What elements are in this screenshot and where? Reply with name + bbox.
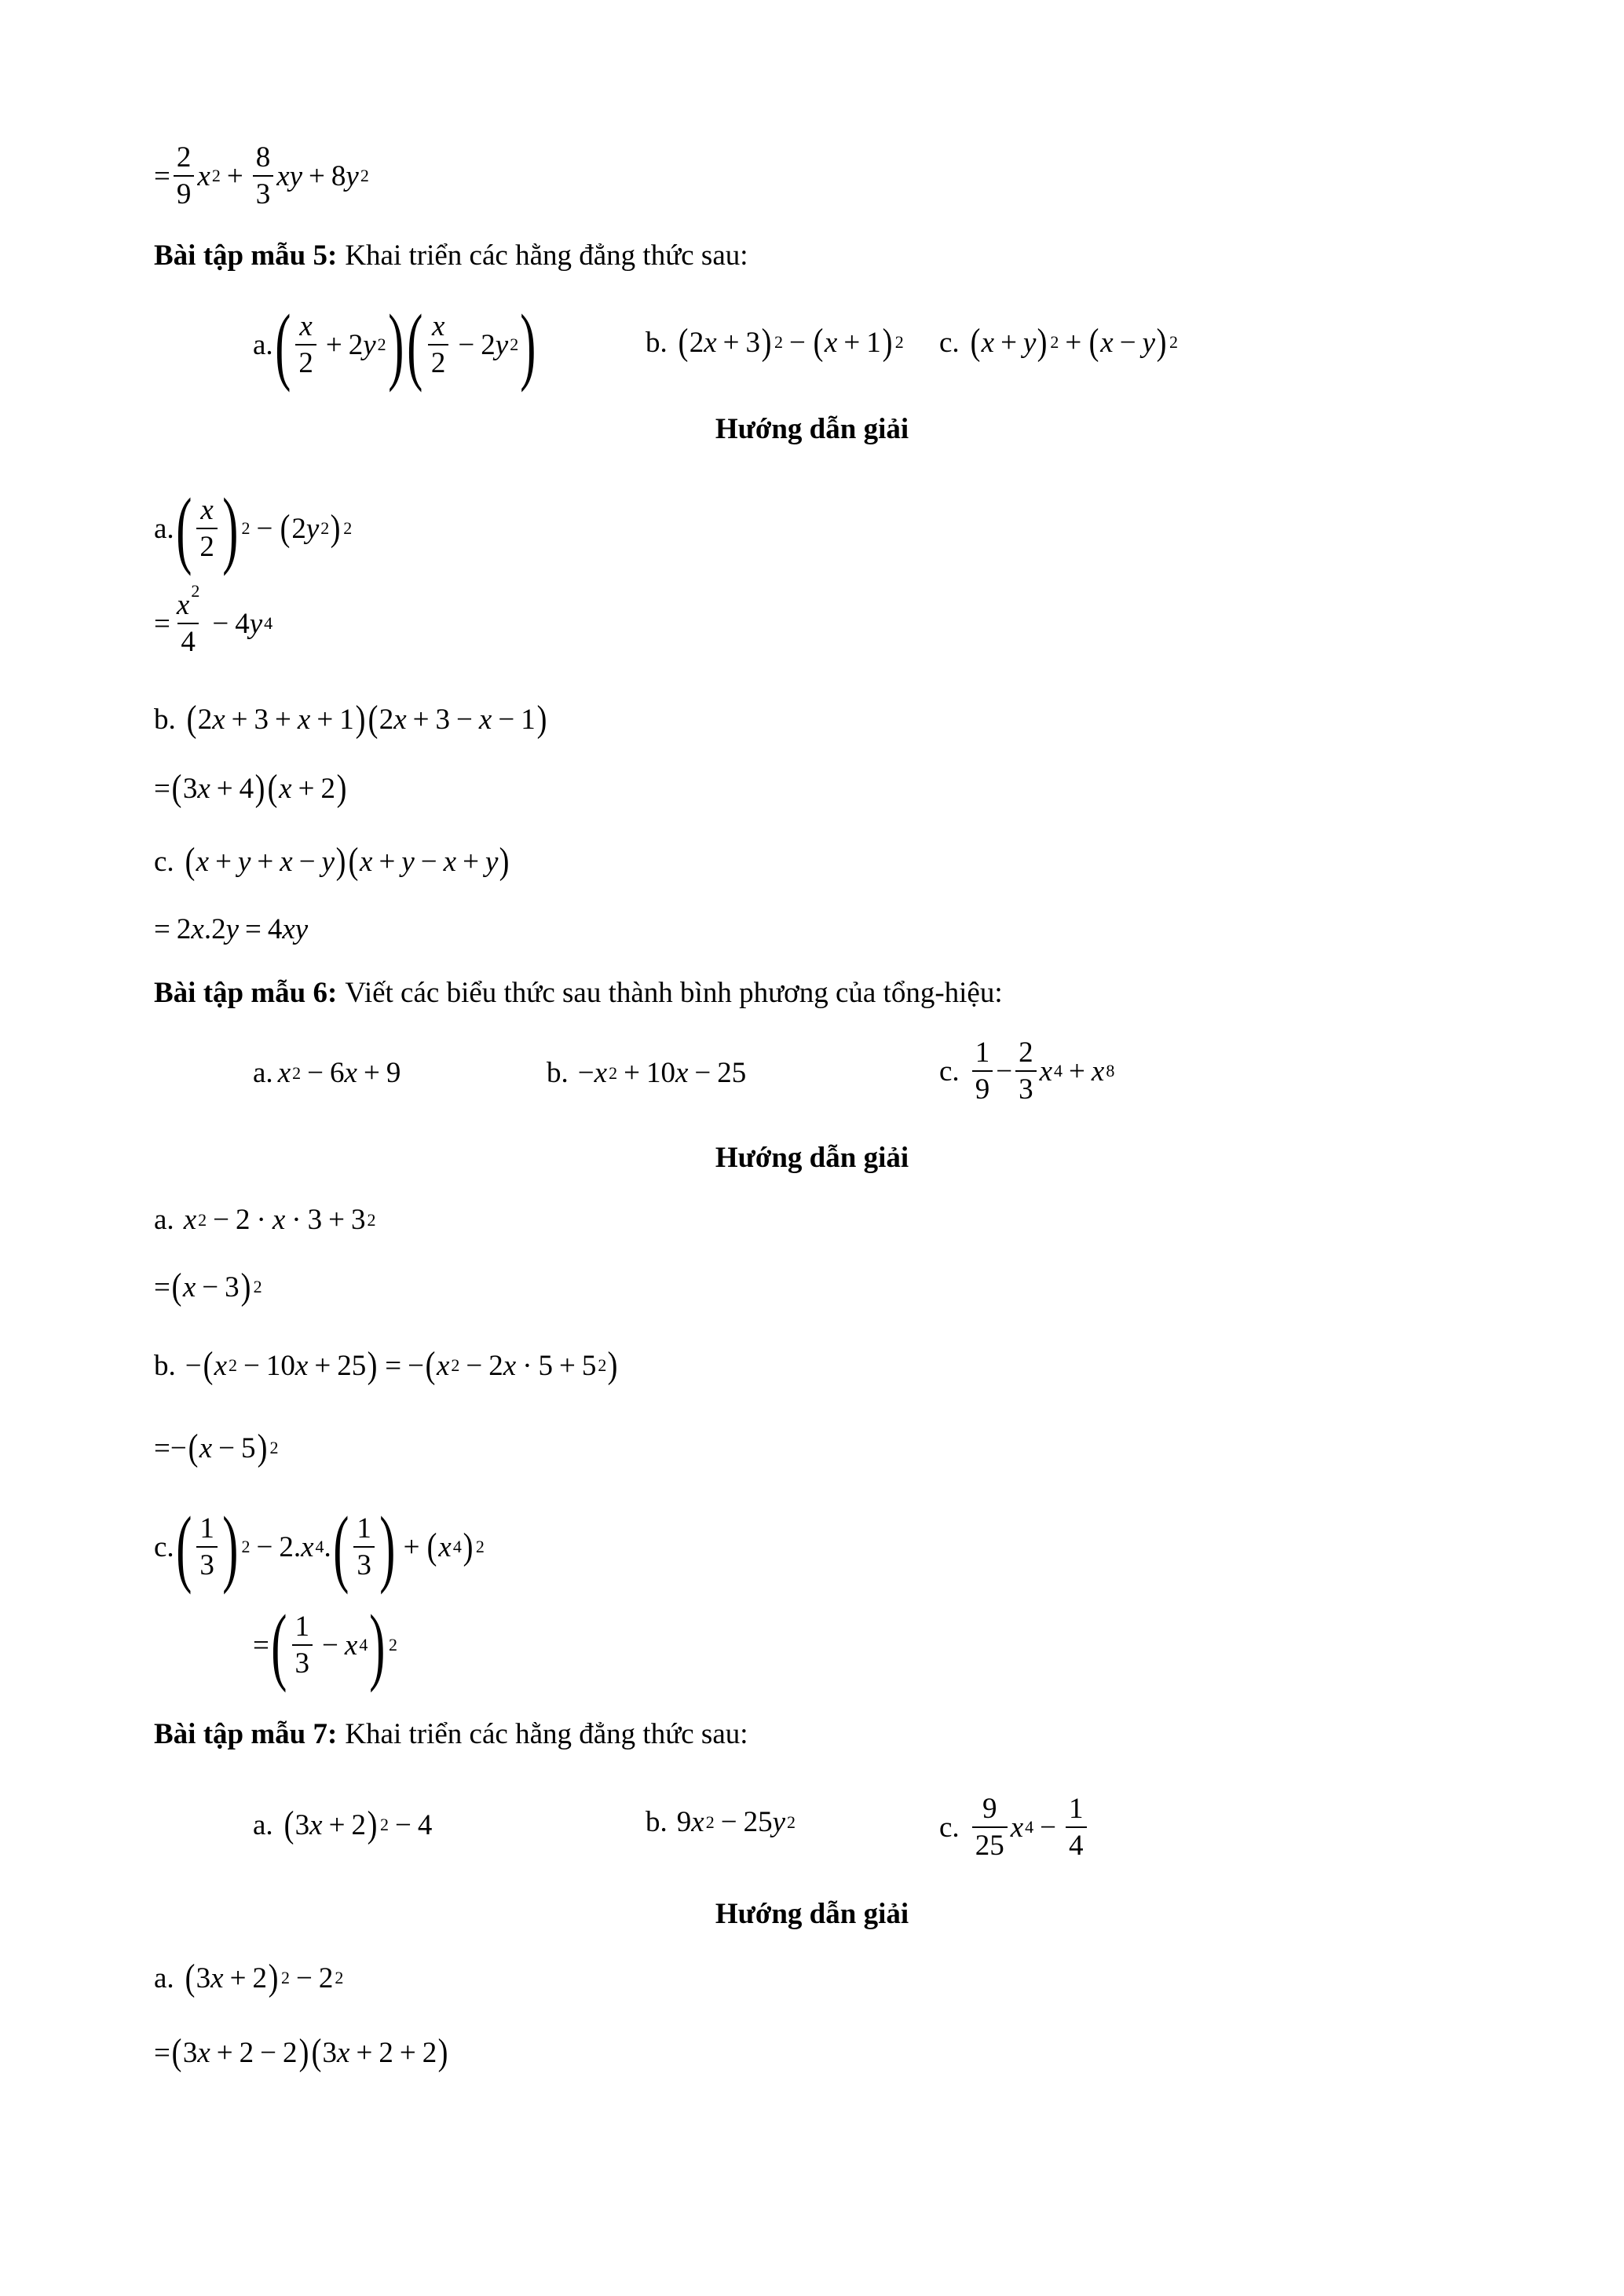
- solution-7-a: a. ( 3 x + 2 ) 2 − 2 2: [154, 1957, 344, 1998]
- exercise-7-heading: [154, 1720, 748, 1749]
- solution-5-a-result: = $\frac{x^2}{4}$ − 4 y 4: [154, 581, 273, 658]
- exercise-5-text: Khai triển các hằng đẳng thức sau:: [345, 239, 748, 272]
- exercise-6-title: Bài tập mẫu 6:: [154, 977, 338, 1009]
- solution-heading-6: Hướng dẫn giải: [715, 1142, 909, 1174]
- solution-5-a: a. ( x 2 ) 2 − ( 2 y 2 ) 2: [154, 481, 353, 576]
- solution-heading-5: Hướng dẫn giải: [715, 413, 909, 445]
- exercise-5-heading: [154, 241, 748, 270]
- exercise-6-heading: [154, 978, 1003, 1007]
- solution-5-b: b. ( 2 x + 3 + x + 1 ) ( 2 x + 3 − x − 1 ): [154, 698, 547, 740]
- exercise-5-item-c: c. ( x + y ) 2 + ( x − y ) 2: [939, 321, 1178, 363]
- solution-6-c-result: = ( 1 3 − x 4 ) 2: [253, 1597, 397, 1693]
- exercise-7-title: Bài tập mẫu 7:: [154, 1718, 338, 1750]
- solution-5-c: c. ( x + y + x − y ) ( x + y − x + y ): [154, 840, 510, 882]
- exercise-5-item-b: b. ( 2 x + 3 ) 2 − ( x + 1 ) 2: [646, 321, 904, 363]
- exercise-7-text: Khai triển các hằng đẳng thức sau:: [345, 1718, 748, 1750]
- solution-6-a: a. x 2 − 2 · x · 3 + 3 2: [154, 1204, 376, 1236]
- exercise-5-title: Bài tập mẫu 5:: [154, 239, 338, 272]
- exercise-6-item-c: c. 1 9 − $\frac{2}{3}$ x 4 + x 8: [939, 1036, 1115, 1106]
- solution-7-a-result: = ( 3 x + 2 − 2 ) ( 3 x + 2 + 2 ): [154, 2031, 448, 2073]
- solution-6-c: c. ( 1 3 ) 2 − 2. x 4 . ( 1 3 ) + ( x 4 ) 2: [154, 1499, 485, 1595]
- solution-heading-7: Hướng dẫn giải: [715, 1898, 909, 1930]
- solution-6-b-result: = − ( x − 5 ) 2: [154, 1427, 279, 1468]
- solution-6-b: b. − ( x 2 − 10 x + 25 ) = − ( x 2 − 2 x · 5 + 5 2 ): [154, 1344, 618, 1386]
- math-line-prev-result: = $\frac{2}{9}$ x 2 + $\frac{8}{3}$ xy + 8 y 2: [154, 141, 369, 210]
- exercise-6-text: Viết các biểu thức sau thành bình phương của tổng-hiệu:: [345, 977, 1003, 1009]
- exercise-7-item-c: c. 9 25 x 4 − $\frac{1}{4}$: [939, 1794, 1090, 1860]
- exercise-6-item-b: b. − x 2 + 10 x − 25: [547, 1057, 747, 1089]
- exercise-6-item-a: a. x 2 − 6 x + 9: [253, 1057, 401, 1089]
- exercise-5-item-a: a. ( x 2 + 2 y 2 ) ( x 2 − 2 y 2 ): [253, 297, 536, 393]
- exercise-7-item-a: a. ( 3 x + 2 ) 2 − 4: [253, 1804, 433, 1845]
- exercise-7-item-b: b. 9 x 2 − 25 y 2: [646, 1806, 796, 1838]
- solution-5-c-result: = 2x.2y = 4xy: [154, 913, 309, 945]
- solution-6-a-result: = ( x − 3 ) 2: [154, 1266, 262, 1307]
- solution-5-b-result: = ( 3 x + 4 ) ( x + 2 ): [154, 767, 347, 809]
